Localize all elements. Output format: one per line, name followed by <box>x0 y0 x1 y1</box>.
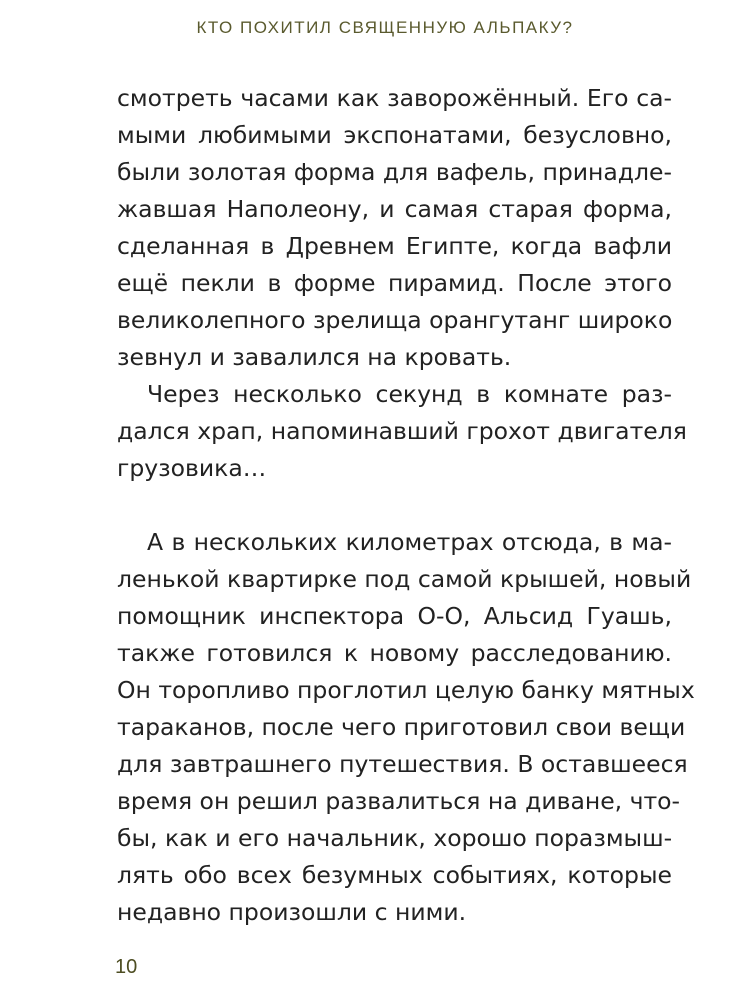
text-line: великолепного зрелища орангутанг широко <box>117 306 673 334</box>
text-line: Он торопливо проглотил целую банку мятных <box>117 676 695 704</box>
text-line: ленькой квартирке под самой крышей, новый <box>117 565 692 593</box>
text-line: тараканов, после чего приготовил свои вещи <box>117 713 686 741</box>
text-line: для завтрашнего путешествия. В оставшееся <box>117 750 688 778</box>
text-line: смотреть часами как заворожённый. Его са- <box>117 84 672 112</box>
paragraph <box>117 80 672 376</box>
text-line: помощник инспектора О-О, Альсид Гуашь, <box>117 602 672 630</box>
text-line: А в нескольких километрах отсюда, в ма- <box>147 528 672 556</box>
text-line: бы, как и его начальник, хорошо поразмыш- <box>117 824 673 852</box>
body-text <box>117 80 695 931</box>
text-line: зевнул и завалился на кровать. <box>117 343 512 371</box>
text-line: были золотая форма для вафель, принадле- <box>117 158 672 186</box>
page-number: 10 <box>115 956 138 978</box>
paragraph <box>117 376 687 487</box>
text-line: мыми любимыми экспонатами, безусловно, <box>117 121 672 149</box>
text-line: также готовился к новому расследованию. <box>117 639 672 667</box>
text-line: Через несколько секунд в комнате раз- <box>147 380 672 408</box>
text-line: сделанная в Древнем Египте, когда вафли <box>117 232 672 260</box>
text-line: жавшая Наполеону, и самая старая форма, <box>117 195 672 223</box>
text-line: ещё пекли в форме пирамид. После этого <box>117 269 672 297</box>
text-line: лять обо всех безумных событиях, которые <box>117 861 672 889</box>
paragraph <box>117 524 695 931</box>
running-title: КТО ПОХИТИЛ СВЯЩЕННУЮ АЛЬПАКУ? <box>196 18 574 37</box>
text-line: дался храп, напоминавший грохот двигателя <box>117 417 687 445</box>
section-break <box>117 487 672 524</box>
text-line: недавно произошли с ними. <box>117 898 467 926</box>
text-line: грузовика… <box>117 454 267 482</box>
text-line: время он решил развалиться на диване, что- <box>117 787 681 815</box>
